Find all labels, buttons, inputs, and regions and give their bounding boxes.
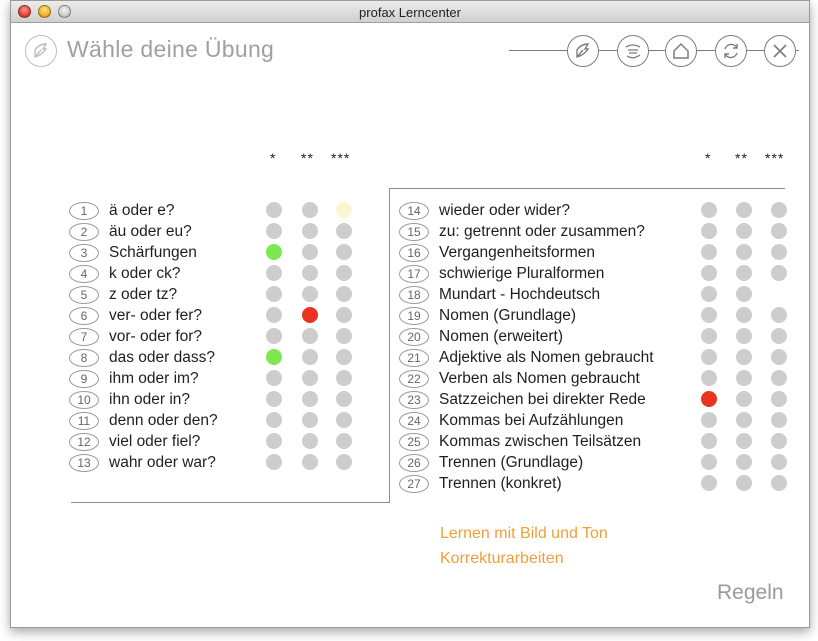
exercise-row[interactable]	[69, 347, 215, 368]
level-2-status-dot[interactable]	[736, 265, 752, 281]
exercise-number: 11	[69, 412, 99, 430]
level-2-status-dot[interactable]	[302, 286, 318, 302]
level-3-status-dot[interactable]	[336, 328, 352, 344]
link-korrektur[interactable]: Korrekturarbeiten	[440, 550, 564, 567]
pen-icon	[25, 35, 57, 67]
level-2-status-dot[interactable]	[302, 202, 318, 218]
rules-link[interactable]: Regeln	[717, 581, 784, 604]
exercise-number: 14	[399, 202, 429, 220]
level-1-status-dot[interactable]	[701, 265, 717, 281]
exercise-label: Schärfungen	[109, 243, 197, 261]
level-1-status-dot[interactable]	[266, 244, 282, 260]
level-1-status-dot[interactable]	[266, 286, 282, 302]
level-3-status-dot[interactable]	[771, 412, 787, 428]
exercise-label: Vergangenheitsformen	[439, 243, 595, 261]
level-header-2: **	[301, 150, 314, 166]
exercise-row[interactable]	[399, 452, 583, 473]
exercise-row[interactable]	[69, 284, 177, 305]
level-1-status-dot[interactable]	[266, 412, 282, 428]
level-2-status-dot[interactable]	[302, 349, 318, 365]
exercise-row[interactable]	[69, 431, 200, 452]
level-1-status-dot[interactable]	[701, 307, 717, 323]
level-2-status-dot[interactable]	[736, 412, 752, 428]
level-2-status-dot[interactable]	[736, 454, 752, 470]
exercise-number: 12	[69, 433, 99, 451]
exercise-row[interactable]	[399, 368, 640, 389]
exercise-row[interactable]	[399, 242, 595, 263]
exercise-number: 6	[69, 307, 99, 325]
exercise-label: viel oder fiel?	[109, 432, 201, 450]
exercise-label: Mundart - Hochdeutsch	[439, 285, 601, 303]
level-header-1-right: *	[705, 150, 712, 166]
level-3-status-dot[interactable]	[771, 265, 787, 281]
level-1-status-dot[interactable]	[701, 202, 717, 218]
exercise-number: 22	[399, 370, 429, 388]
window-title: profax Lerncenter	[359, 5, 461, 20]
exercise-label: zu: getrennt oder zusammen?	[439, 222, 645, 240]
tools-icon	[623, 41, 643, 61]
exercise-label: Trennen (konkret)	[439, 474, 562, 492]
level-1-status-dot[interactable]	[701, 475, 717, 491]
level-1-status-dot[interactable]	[266, 349, 282, 365]
level-2-status-dot[interactable]	[736, 244, 752, 260]
level-3-status-dot[interactable]	[336, 433, 352, 449]
exercise-number: 15	[399, 223, 429, 241]
level-2-status-dot[interactable]	[736, 433, 752, 449]
close-icon	[770, 41, 790, 61]
exercise-label: z oder tz?	[109, 285, 178, 303]
level-3-status-dot[interactable]	[336, 307, 352, 323]
exercise-label: Trennen (Grundlage)	[439, 453, 584, 471]
level-2-status-dot[interactable]	[302, 265, 318, 281]
exercise-number: 1	[69, 202, 99, 220]
app-window	[10, 0, 810, 628]
exercise-number: 5	[69, 286, 99, 304]
pen-button[interactable]	[567, 35, 599, 67]
level-1-status-dot[interactable]	[701, 244, 717, 260]
refresh-button[interactable]	[715, 35, 747, 67]
exercise-row[interactable]	[69, 263, 181, 284]
exercise-row[interactable]	[69, 326, 202, 347]
exercise-number: 16	[399, 244, 429, 262]
exercise-label: Nomen (Grundlage)	[439, 306, 576, 324]
exercise-label: ihm oder im?	[109, 369, 199, 387]
level-2-status-dot[interactable]	[736, 475, 752, 491]
exercise-row[interactable]	[399, 263, 604, 284]
level-3-status-dot[interactable]	[336, 202, 352, 218]
exercise-row[interactable]	[69, 410, 218, 431]
exercise-label: Adjektive als Nomen gebraucht	[439, 348, 654, 366]
exercise-row[interactable]	[69, 452, 216, 473]
level-2-status-dot[interactable]	[302, 391, 318, 407]
exercise-number: 10	[69, 391, 99, 409]
level-3-status-dot[interactable]	[771, 391, 787, 407]
level-2-status-dot[interactable]	[736, 370, 752, 386]
exercise-label: ihn oder in?	[109, 390, 191, 408]
level-1-status-dot[interactable]	[266, 391, 282, 407]
level-2-status-dot[interactable]	[302, 223, 318, 239]
level-3-status-dot[interactable]	[771, 433, 787, 449]
level-3-status-dot[interactable]	[336, 391, 352, 407]
level-3-status-dot[interactable]	[771, 475, 787, 491]
level-header-1: *	[270, 150, 277, 166]
right-top-rule	[389, 188, 785, 189]
exercise-number: 17	[399, 265, 429, 283]
exercise-label: Kommas zwischen Teilsätzen	[439, 432, 642, 450]
level-2-status-dot[interactable]	[302, 328, 318, 344]
exercise-number: 3	[69, 244, 99, 262]
level-3-status-dot[interactable]	[336, 349, 352, 365]
level-2-status-dot[interactable]	[736, 328, 752, 344]
title-bar	[11, 1, 809, 23]
exercise-label: das oder dass?	[109, 348, 215, 366]
level-1-status-dot[interactable]	[266, 202, 282, 218]
exercise-row[interactable]	[69, 200, 175, 221]
level-1-status-dot[interactable]	[701, 349, 717, 365]
pen-icon	[573, 41, 593, 61]
level-1-status-dot[interactable]	[701, 412, 717, 428]
link-bild-ton[interactable]: Lernen mit Bild und Ton	[440, 525, 608, 542]
level-3-status-dot[interactable]	[771, 202, 787, 218]
level-1-status-dot[interactable]	[266, 370, 282, 386]
exercise-label: Kommas bei Aufzählungen	[439, 411, 624, 429]
level-1-status-dot[interactable]	[266, 328, 282, 344]
level-3-status-dot[interactable]	[771, 349, 787, 365]
level-1-status-dot[interactable]	[266, 223, 282, 239]
exercise-number: 7	[69, 328, 99, 346]
exercise-number: 2	[69, 223, 99, 241]
exercise-number: 20	[399, 328, 429, 346]
exercise-label: Verben als Nomen gebraucht	[439, 369, 640, 387]
level-3-status-dot[interactable]	[336, 454, 352, 470]
exercise-row[interactable]	[399, 431, 641, 452]
exercise-row[interactable]	[399, 410, 623, 431]
level-2-status-dot[interactable]	[302, 244, 318, 260]
exercise-label: schwierige Pluralformen	[439, 264, 605, 282]
level-2-status-dot[interactable]	[736, 202, 752, 218]
exercise-number: 26	[399, 454, 429, 472]
level-1-status-dot[interactable]	[701, 328, 717, 344]
level-3-status-dot[interactable]	[771, 244, 787, 260]
level-1-status-dot[interactable]	[701, 223, 717, 239]
close-button[interactable]	[764, 35, 796, 67]
level-3-status-dot[interactable]	[771, 370, 787, 386]
exercise-row[interactable]	[69, 389, 190, 410]
nav-line	[509, 50, 799, 51]
level-1-status-dot[interactable]	[701, 391, 717, 407]
page-title: Wähle deine Übung	[67, 36, 275, 62]
level-2-status-dot[interactable]	[736, 307, 752, 323]
level-2-status-dot[interactable]	[736, 349, 752, 365]
level-2-status-dot[interactable]	[736, 391, 752, 407]
exercise-row[interactable]	[69, 221, 192, 242]
exercise-row[interactable]	[399, 221, 645, 242]
exercise-number: 27	[399, 475, 429, 493]
level-3-status-dot[interactable]	[336, 244, 352, 260]
exercise-label: k oder ck?	[109, 264, 181, 282]
exercise-number: 23	[399, 391, 429, 409]
exercise-row[interactable]	[399, 347, 654, 368]
level-1-status-dot[interactable]	[701, 370, 717, 386]
exercise-row[interactable]	[69, 368, 199, 389]
exercise-number: 4	[69, 265, 99, 283]
exercise-label: ver- oder fer?	[109, 306, 203, 324]
level-2-status-dot[interactable]	[302, 370, 318, 386]
level-3-status-dot[interactable]	[771, 454, 787, 470]
level-1-status-dot[interactable]	[266, 265, 282, 281]
exercise-label: ä oder e?	[109, 201, 175, 219]
exercise-label: wahr oder war?	[109, 453, 216, 471]
exercise-number: 21	[399, 349, 429, 367]
level-3-status-dot[interactable]	[771, 307, 787, 323]
level-2-status-dot[interactable]	[302, 412, 318, 428]
exercise-row[interactable]	[399, 200, 570, 221]
tools-button[interactable]	[617, 35, 649, 67]
level-header-3-right: ***	[765, 150, 785, 166]
exercise-row[interactable]	[69, 242, 197, 263]
column-divider	[389, 188, 390, 503]
level-header-3: ***	[331, 150, 351, 166]
level-2-status-dot[interactable]	[302, 433, 318, 449]
exercise-row[interactable]	[399, 284, 600, 305]
exercise-number: 8	[69, 349, 99, 367]
level-2-status-dot[interactable]	[736, 286, 752, 302]
exercise-row[interactable]	[399, 326, 563, 347]
level-1-status-dot[interactable]	[266, 454, 282, 470]
level-2-status-dot[interactable]	[736, 223, 752, 239]
exercise-label: wieder oder wider?	[439, 201, 570, 219]
exercise-number: 18	[399, 286, 429, 304]
exercise-number: 24	[399, 412, 429, 430]
level-3-status-dot[interactable]	[771, 328, 787, 344]
exercise-row[interactable]	[69, 305, 202, 326]
exercise-number: 19	[399, 307, 429, 325]
home-icon	[671, 41, 691, 61]
exercise-label: vor- oder for?	[109, 327, 203, 345]
level-1-status-dot[interactable]	[266, 307, 282, 323]
exercise-row[interactable]	[399, 389, 646, 410]
exercise-label: denn oder den?	[109, 411, 218, 429]
level-header-2-right: **	[735, 150, 748, 166]
level-1-status-dot[interactable]	[701, 454, 717, 470]
exercise-label: äu oder eu?	[109, 222, 192, 240]
level-1-status-dot[interactable]	[701, 433, 717, 449]
level-1-status-dot[interactable]	[266, 433, 282, 449]
exercise-number: 13	[69, 454, 99, 472]
level-2-status-dot[interactable]	[302, 307, 318, 323]
home-button[interactable]	[665, 35, 697, 67]
exercise-label: Satzzeichen bei direkter Rede	[439, 390, 646, 408]
level-3-status-dot[interactable]	[336, 265, 352, 281]
level-3-status-dot[interactable]	[336, 223, 352, 239]
exercise-row[interactable]	[399, 305, 576, 326]
level-1-status-dot[interactable]	[701, 286, 717, 302]
level-3-status-dot[interactable]	[336, 370, 352, 386]
level-3-status-dot[interactable]	[771, 223, 787, 239]
exercise-number: 25	[399, 433, 429, 451]
exercise-number: 9	[69, 370, 99, 388]
level-3-status-dot[interactable]	[336, 412, 352, 428]
level-2-status-dot[interactable]	[302, 454, 318, 470]
left-bottom-rule	[71, 502, 390, 503]
exercise-label: Nomen (erweitert)	[439, 327, 564, 345]
exercise-row[interactable]	[399, 473, 562, 494]
refresh-icon	[721, 41, 741, 61]
level-3-status-dot[interactable]	[336, 286, 352, 302]
